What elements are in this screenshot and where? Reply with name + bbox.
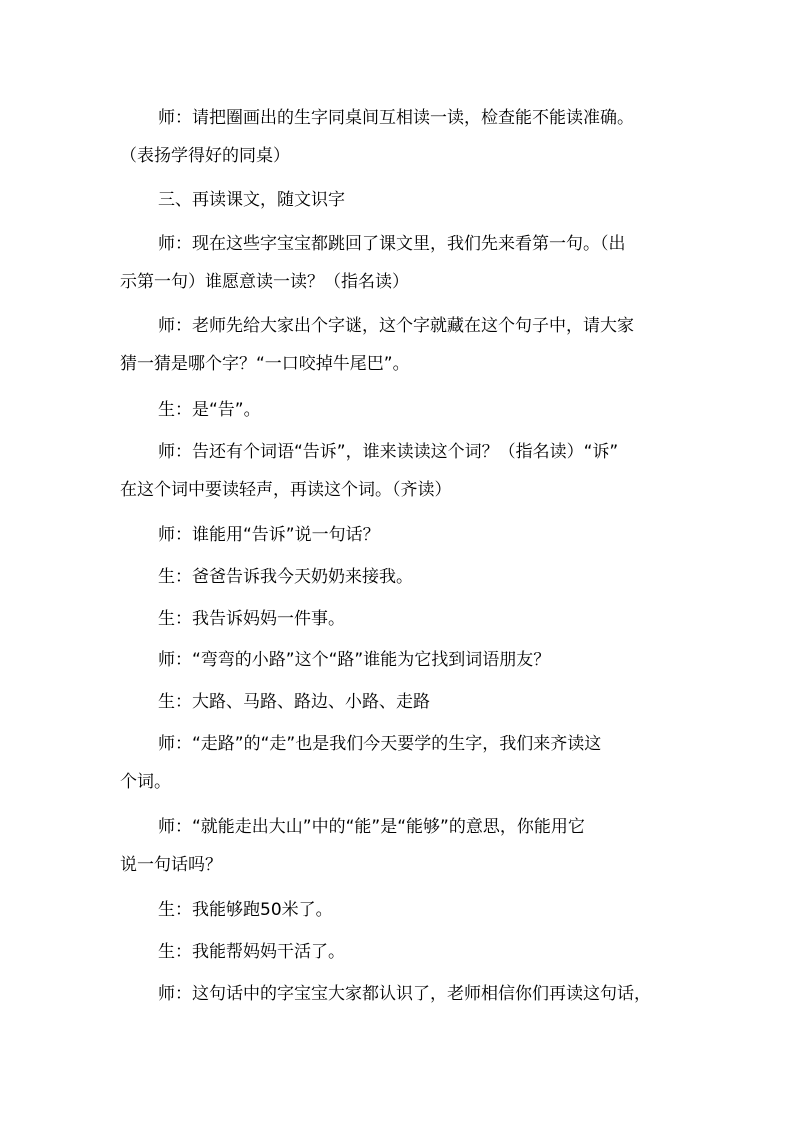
paragraph-8 <box>120 558 680 596</box>
paragraph-16 <box>120 975 680 1013</box>
paragraph-9 <box>120 600 680 638</box>
paragraph-line: 生：是“告”。 <box>158 400 261 420</box>
paragraph-line: 师：告还有个词语“告诉”，谁来读读这个词？（指名读）“诉” <box>158 442 619 462</box>
paragraph-5 <box>120 391 680 429</box>
paragraph-3 <box>120 225 680 301</box>
paragraph-12 <box>120 725 680 801</box>
paragraph-line: 生：我告诉妈妈一件事。 <box>158 609 345 629</box>
paragraph-line: 师：谁能用“告诉”说一句话？ <box>158 525 380 545</box>
paragraph-line: 生：大路、马路、路边、小路、走路 <box>158 692 430 712</box>
paragraph-line: 说一句话吗？ <box>120 855 222 875</box>
paragraph-13 <box>120 808 680 884</box>
paragraph-10 <box>120 641 680 679</box>
paragraph-14 <box>120 891 680 929</box>
paragraph-line: 师：“走路”的“走”也是我们今天要学的生字，我们来齐读这 <box>158 734 602 754</box>
paragraph-6 <box>120 433 680 509</box>
paragraph-15 <box>120 933 680 971</box>
paragraph-line: 生：我能帮妈妈干活了。 <box>158 942 345 962</box>
paragraph-line: 生：爸爸告诉我今天奶奶来接我。 <box>158 567 413 587</box>
paragraph-line: 师：“就能走出大山”中的“能”是“能够”的意思，你能用它 <box>158 817 585 837</box>
paragraph-7 <box>120 516 680 554</box>
paragraph-line: 师：这句话中的字宝宝大家都认识了，老师相信你们再读这句话， <box>158 984 651 1004</box>
paragraph-line: 师：老师先给大家出个字谜，这个字就藏在这个句子中，请大家 <box>158 316 634 336</box>
paragraph-line: 三、再读课文，随文识字 <box>158 190 345 210</box>
paragraph-1 <box>120 99 680 175</box>
paragraph-line: 个词。 <box>120 772 171 792</box>
paragraph-line: 示第一句）谁愿意读一读？（指名读） <box>120 272 409 292</box>
paragraph-line: 师：请把圈画出的生字同桌间互相读一读，检查能不能读准确。 <box>158 108 634 128</box>
section-heading <box>120 181 680 219</box>
paragraph-line: 在这个词中要读轻声，再读这个词。（齐读） <box>120 480 452 500</box>
paragraph-line: 师：现在这些字宝宝都跳回了课文里，我们先来看第一句。（出 <box>158 234 626 254</box>
paragraph-11 <box>120 683 680 721</box>
paragraph-line: 师：“弯弯的小路”这个“路”谁能为它找到词语朋友？ <box>158 650 551 670</box>
paragraph-line: （表扬学得好的同桌） <box>120 146 290 166</box>
paragraph-4 <box>120 307 680 383</box>
paragraph-line: 生：我能够跑50米了。 <box>158 900 333 920</box>
paragraph-line: 猜一猜是哪个字？“一口咬掉牛尾巴”。 <box>120 354 410 374</box>
